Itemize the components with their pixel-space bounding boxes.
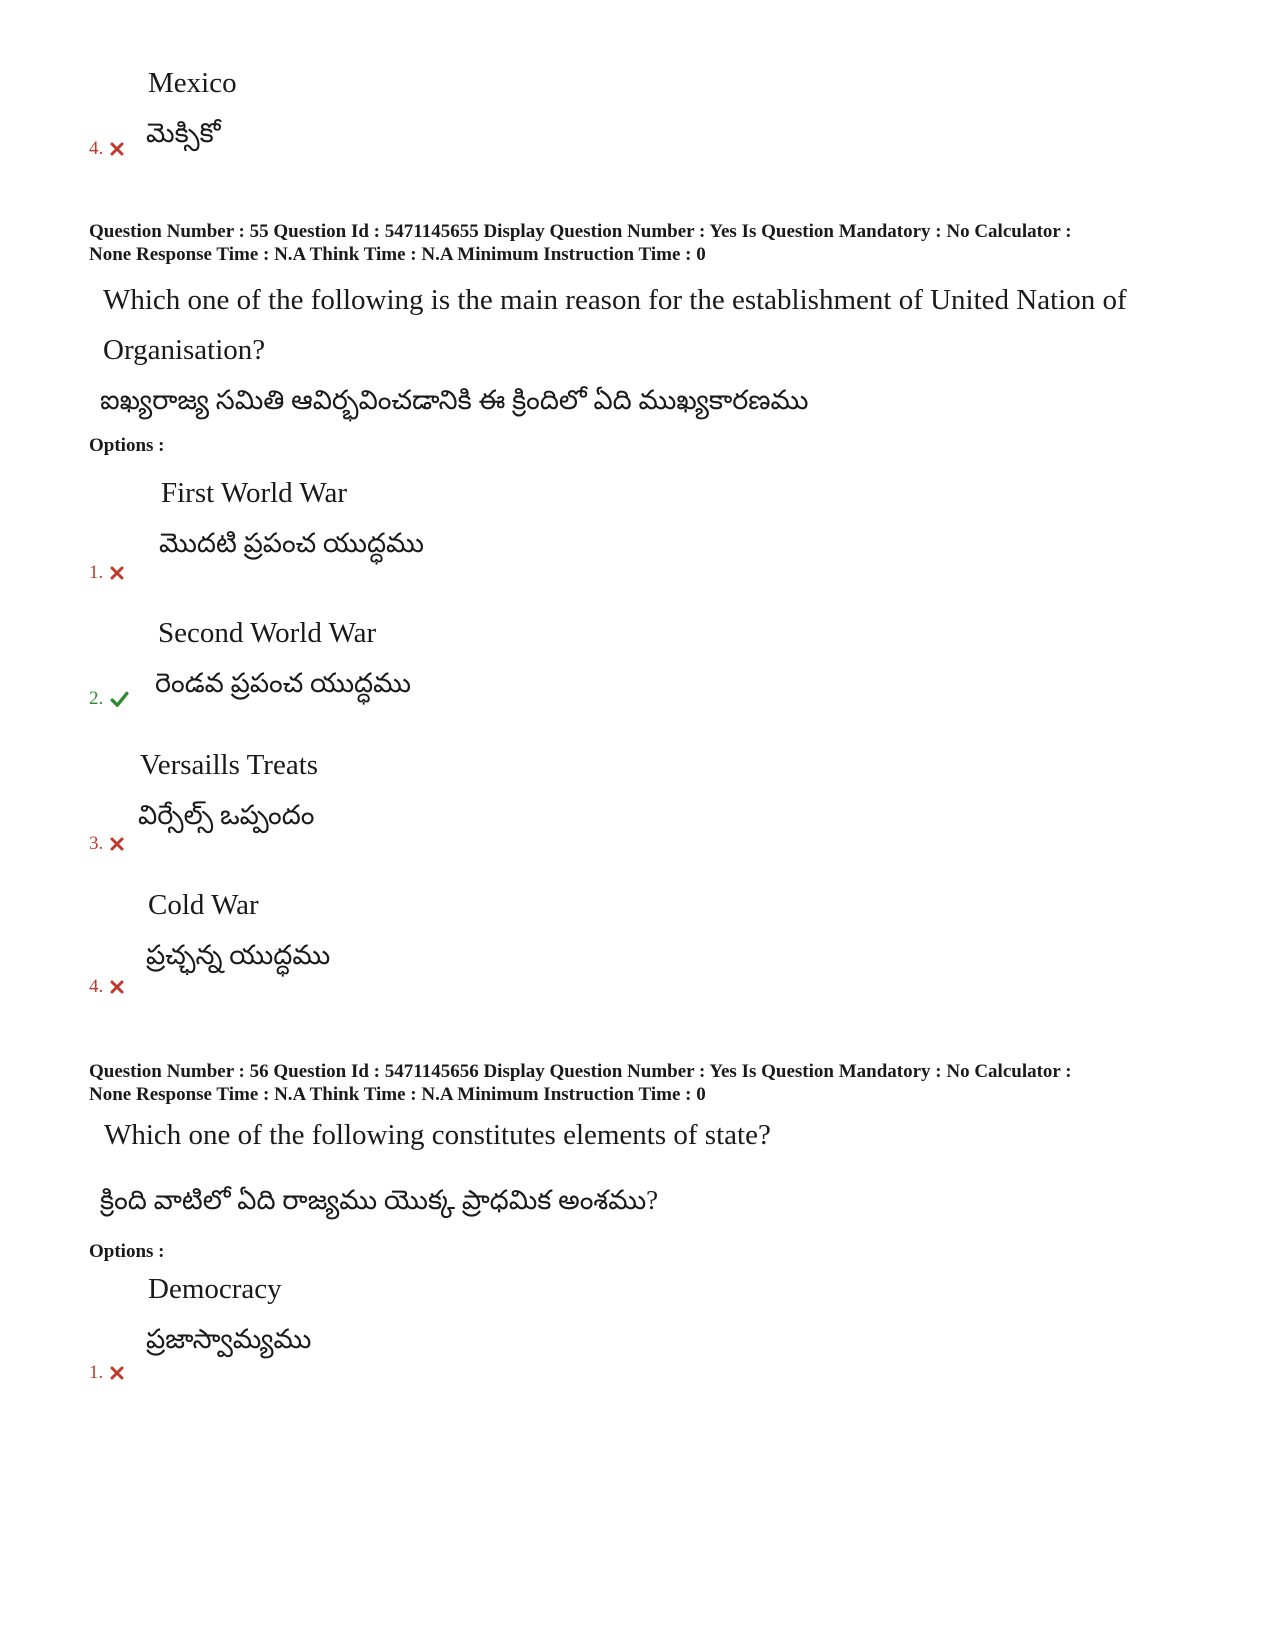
- q55-option-3-marker: [89, 833, 125, 855]
- q55-options-label: Options :: [89, 435, 165, 456]
- q56-meta-line-1: Question Number : 56 Question Id : 5471145656 Display Question Number : Yes Is Question Mandatory : No Calculator :: [89, 1061, 1072, 1082]
- q55-question-telugu: ఐఖ్యరాజ్య సమితి ఆవిర్భవించడానికి ఈ క్రిందిలో ఏది ముఖ్యకారణము: [100, 385, 809, 415]
- prev-option-4-telugu: మెక్సికో: [146, 118, 221, 148]
- q55-option-2-marker: [89, 688, 129, 710]
- option-number: 2.: [89, 688, 104, 709]
- option-number: 3.: [89, 833, 104, 854]
- option-number: 4.: [89, 138, 104, 159]
- q55-option-4-marker: [89, 976, 125, 998]
- q56-option-1-english: Democracy: [148, 1273, 282, 1305]
- cross-icon: [109, 979, 125, 995]
- q55-option-2-telugu: రెండవ ప్రపంచ యుద్ధము: [155, 668, 412, 698]
- cross-icon: [109, 141, 125, 157]
- q56-options-label: Options :: [89, 1241, 165, 1262]
- q55-option-3-telugu: విర్సేల్స్ ఒప్పందం: [138, 800, 315, 830]
- option-number: 1.: [89, 562, 104, 583]
- checkmark-icon: [109, 690, 129, 708]
- q55-option-4-telugu: ప్రచ్ఛన్న యుద్ధము: [146, 940, 331, 970]
- q55-option-4-english: Cold War: [148, 889, 259, 921]
- prev-option-4-english: Mexico: [148, 67, 237, 99]
- q55-option-1-english: First World War: [161, 477, 347, 509]
- q55-question-english-line-2: Organisation?: [103, 334, 266, 366]
- q55-meta-line-1: Question Number : 55 Question Id : 5471145655 Display Question Number : Yes Is Question Mandatory : No Calculator :: [89, 221, 1072, 242]
- q56-option-1-marker: [89, 1362, 125, 1384]
- q56-option-1-telugu: ప్రజాస్వామ్యము: [146, 1324, 312, 1354]
- q56-meta-line-2: None Response Time : N.A Think Time : N.A Minimum Instruction Time : 0: [89, 1084, 706, 1105]
- q55-meta-line-2: None Response Time : N.A Think Time : N.A Minimum Instruction Time : 0: [89, 244, 706, 265]
- prev-option-4-marker: [89, 138, 125, 160]
- cross-icon: [109, 1365, 125, 1381]
- option-number: 1.: [89, 1362, 104, 1383]
- option-number: 4.: [89, 976, 104, 997]
- cross-icon: [109, 565, 125, 581]
- cross-icon: [109, 836, 125, 852]
- q55-question-english-line-1: Which one of the following is the main reason for the establishment of United Nation of: [103, 284, 1127, 316]
- q55-option-1-marker: [89, 562, 125, 584]
- q55-option-2-english: Second World War: [158, 617, 377, 649]
- q56-question-telugu: క్రింది వాటిలో ఏది రాజ్యము యొక్క ప్రాధమిక అంశము?: [100, 1185, 659, 1215]
- q55-option-3-english: Versaills Treats: [140, 749, 319, 781]
- q56-question-english: Which one of the following constitutes elements of state?: [104, 1119, 771, 1151]
- q55-option-1-telugu: మొదటి ప్రపంచ యుద్ధము: [159, 528, 424, 558]
